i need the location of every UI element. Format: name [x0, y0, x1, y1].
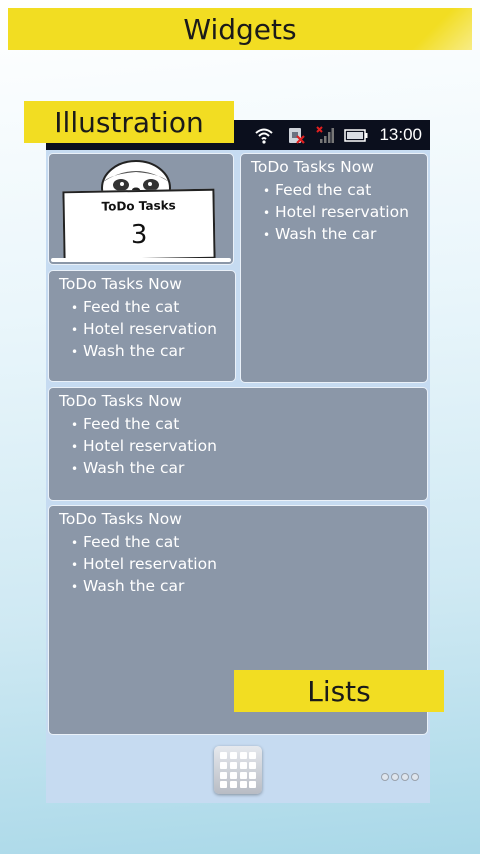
widget-title: ToDo Tasks Now	[59, 275, 182, 293]
list-item: • Wash the car	[71, 342, 185, 360]
illustration-banner: Illustration	[24, 101, 234, 143]
illustration-widget[interactable]	[48, 153, 234, 265]
todo-list-widget-small[interactable]	[48, 270, 236, 382]
todo-list-widget-wide[interactable]	[48, 387, 428, 501]
widget-title: ToDo Tasks Now	[59, 510, 182, 528]
signal-off-icon	[316, 126, 334, 144]
list-item: • Feed the cat	[263, 181, 372, 199]
list-item: • Wash the car	[71, 459, 185, 477]
lists-banner: Lists	[234, 670, 444, 712]
widget-title: ToDo Tasks Now	[59, 392, 182, 410]
page-dot	[391, 773, 399, 781]
todo-count-board	[62, 189, 215, 262]
page-dot	[411, 773, 419, 781]
task-count: 3	[130, 219, 148, 251]
sim-off-icon	[286, 126, 306, 144]
list-item: • Hotel reservation	[263, 203, 409, 221]
illustration-label: ToDo Tasks	[101, 198, 176, 214]
task-list	[71, 532, 217, 598]
list-item: • Hotel reservation	[71, 320, 217, 338]
list-item: • Wash the car	[71, 577, 185, 595]
wifi-icon	[254, 126, 274, 144]
board-shadow	[51, 258, 231, 262]
page-dot	[401, 773, 409, 781]
list-item: • Feed the cat	[71, 298, 180, 316]
list-item: • Hotel reservation	[71, 555, 217, 573]
list-item: • Wash the car	[263, 225, 377, 243]
battery-icon	[344, 126, 368, 144]
grid-icon	[220, 752, 256, 788]
list-item: • Hotel reservation	[71, 437, 217, 455]
page-indicator[interactable]	[381, 766, 421, 785]
task-list	[71, 414, 217, 480]
task-list	[263, 180, 409, 246]
list-item: • Feed the cat	[71, 415, 180, 433]
status-clock: 13:00	[379, 125, 422, 144]
widget-title: ToDo Tasks Now	[251, 158, 374, 176]
task-list	[71, 297, 217, 363]
app-drawer-button[interactable]	[214, 746, 262, 794]
list-item: • Feed the cat	[71, 533, 180, 551]
widgets-banner: Widgets	[8, 8, 472, 50]
page-dot	[381, 773, 389, 781]
todo-list-widget-tall[interactable]	[240, 153, 428, 383]
